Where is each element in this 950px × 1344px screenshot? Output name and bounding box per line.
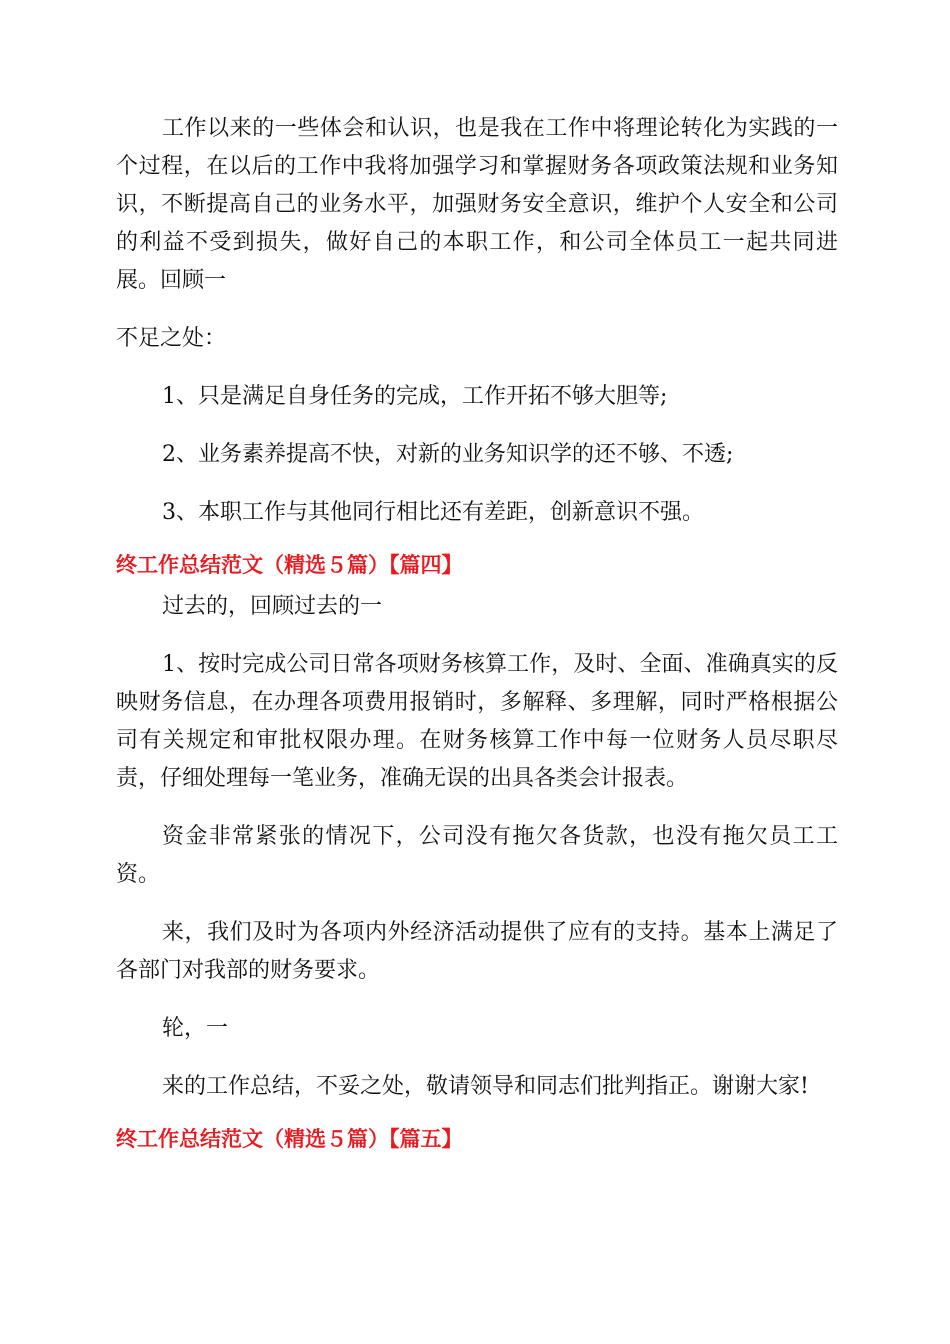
shortcoming-item-2: 2、业务素养提高不快，对新的业务知识学的还不够、不透; xyxy=(162,442,734,467)
paragraph-review: 过去的，回顾过去的一 xyxy=(162,594,383,619)
shortcoming-item-1: 1、只是满足自身任务的完成，工作开拓不够大胆等; xyxy=(162,384,668,409)
paragraph-round: 轮，一 xyxy=(162,1016,229,1041)
section-heading-4: 终工作总结范文（精选５篇）【篇四】 xyxy=(116,553,463,577)
shortcoming-item-3: 3、本职工作与其他同行相比还有差距，创新意识不强。 xyxy=(162,500,704,525)
paragraph-funds: 资金非常紧张的情况下，公司没有拖欠各货款，也没有拖欠员工工资。 xyxy=(116,824,838,887)
paragraph-closing: 来的工作总结，不妥之处，敬请领导和同志们批判指正。谢谢大家! xyxy=(162,1074,809,1099)
paragraph-accounting: 1、按时完成公司日常各项财务核算工作，及时、全面、准确真实的反映财务信息，在办理各项费用报销时，多解释、多理解，同时严格根据公司有关规定和审批权限办理。在财务核算工作中每一位财务人员尽职尽责，仔细处理每一笔业务，准确无误的出具各类会计报表。 xyxy=(116,652,838,791)
section-heading-5: 终工作总结范文（精选５篇）【篇五】 xyxy=(116,1127,463,1151)
paragraph-summary: 工作以来的一些体会和认识，也是我在工作中将理论转化为实践的一个过程，在以后的工作中我将加强学习和掌握财务各项政策法规和业务知识，不断提高自己的业务水平，加强财务安全意识，维护个人安全和公司的利益不受到损失，做好自己的本职工作，和公司全体员工一起共同进展。回顾一 xyxy=(116,116,838,293)
paragraph-support: 来，我们及时为各项内外经济活动提供了应有的支持。基本上满足了各部门对我部的财务要求。 xyxy=(116,920,838,983)
shortcomings-label: 不足之处： xyxy=(116,326,227,351)
document-page xyxy=(116,110,838,1158)
